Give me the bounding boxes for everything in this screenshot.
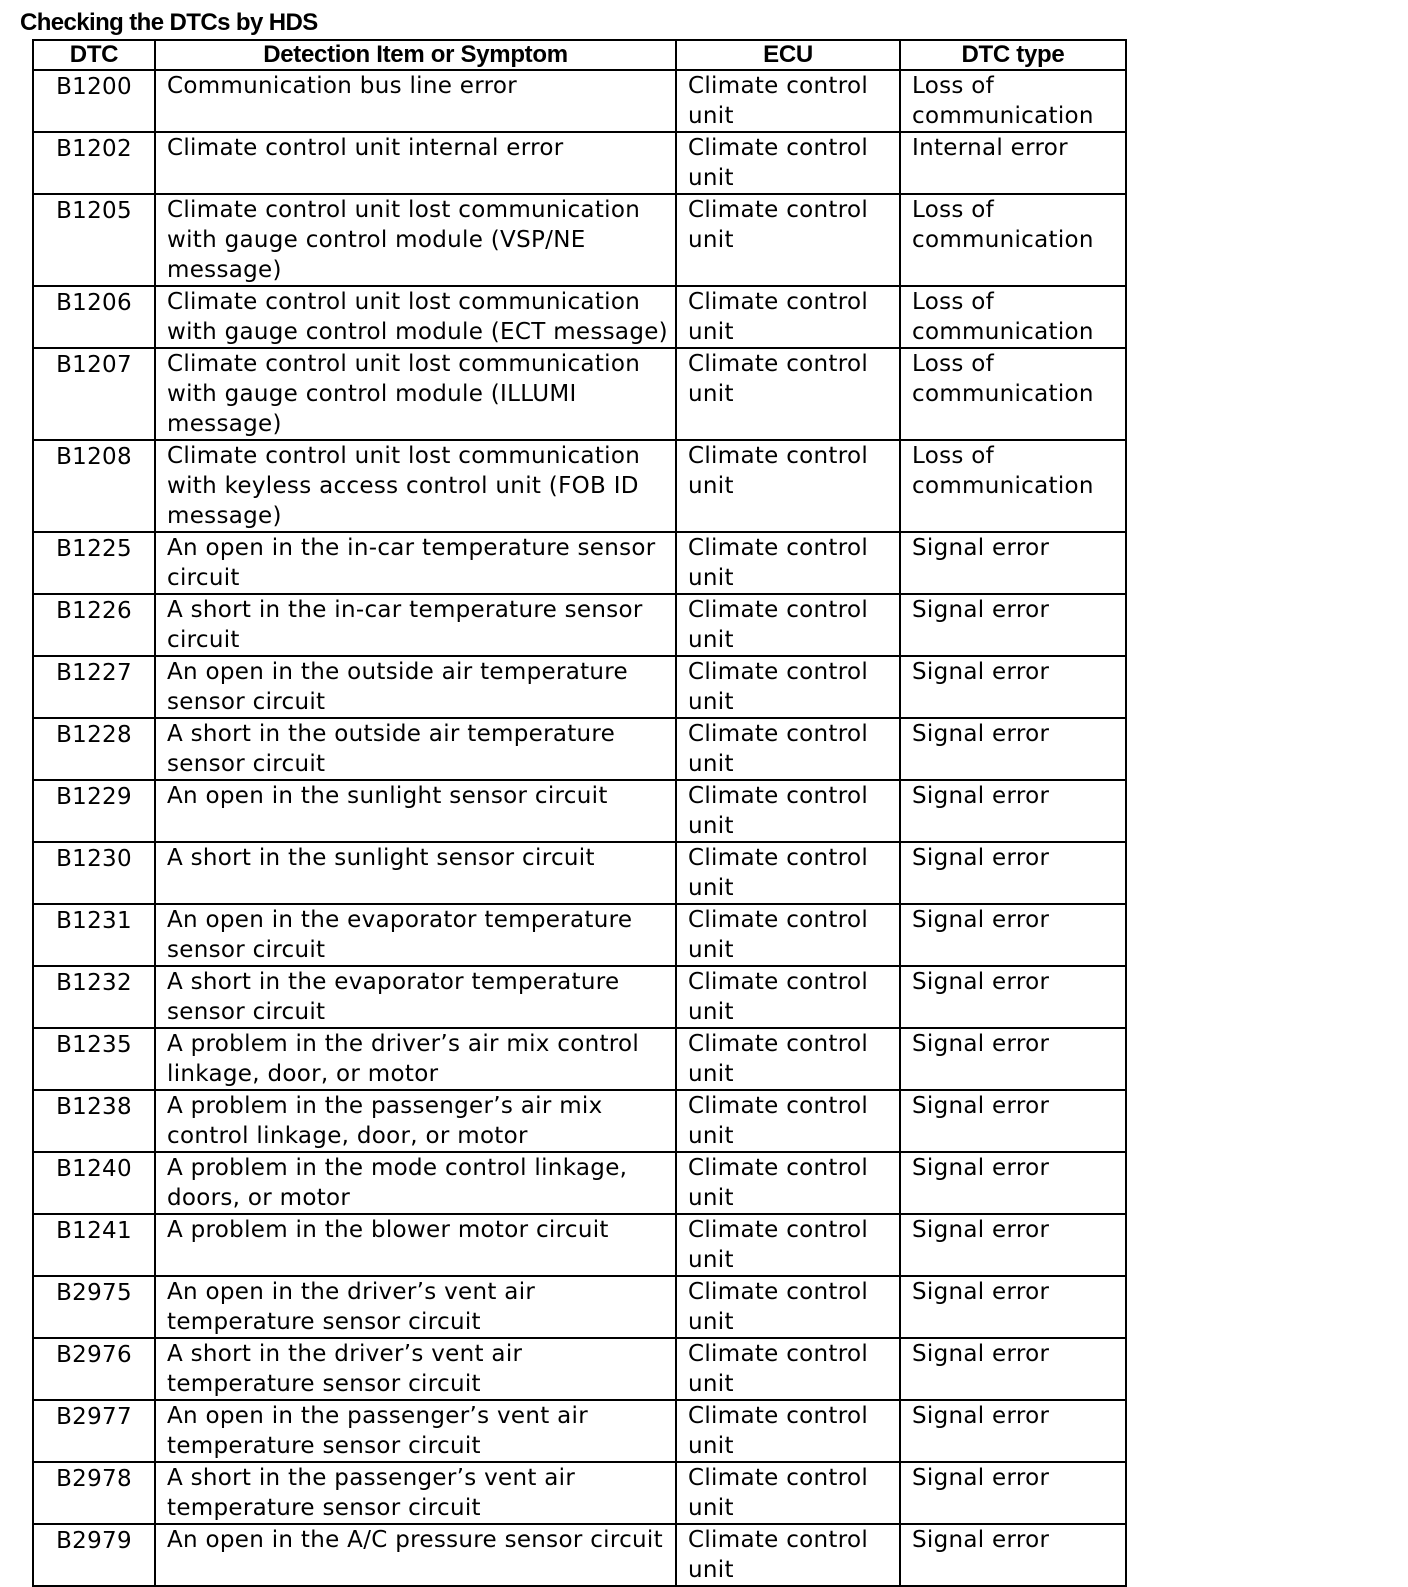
ecu: Climate control unit [676, 1028, 900, 1090]
dtc-code: B1202 [33, 132, 155, 194]
table-row [33, 194, 1126, 286]
dtc-type: Loss of communication [900, 286, 1126, 348]
ecu: Climate control unit [676, 718, 900, 780]
dtc-code: B2977 [33, 1400, 155, 1462]
table-row [33, 1152, 1126, 1214]
ecu: Climate control unit [676, 70, 900, 132]
dtc-type: Signal error [900, 1338, 1126, 1400]
dtc-type: Signal error [900, 1028, 1126, 1090]
dtc-code: B1205 [33, 194, 155, 286]
detection-item: A problem in the passenger’s air mix control linkage, door, or motor [155, 1090, 676, 1152]
dtc-code: B2979 [33, 1524, 155, 1586]
table-row [33, 1214, 1126, 1276]
dtc-code: B1238 [33, 1090, 155, 1152]
table-row [33, 70, 1126, 132]
detection-item: Climate control unit lost communication with gauge control module (ILLUMI message) [155, 348, 676, 440]
table-row [33, 348, 1126, 440]
dtc-code: B2976 [33, 1338, 155, 1400]
table-row [33, 440, 1126, 532]
table-row [33, 1338, 1126, 1400]
detection-item: A short in the driver’s vent air temperature sensor circuit [155, 1338, 676, 1400]
dtc-code: B1227 [33, 656, 155, 718]
dtc-type: Signal error [900, 842, 1126, 904]
dtc-code: B1229 [33, 780, 155, 842]
dtc-code: B1208 [33, 440, 155, 532]
detection-item: A short in the outside air temperature sensor circuit [155, 718, 676, 780]
ecu: Climate control unit [676, 532, 900, 594]
ecu: Climate control unit [676, 1214, 900, 1276]
dtc-type: Signal error [900, 594, 1126, 656]
table-row [33, 594, 1126, 656]
dtc-type: Signal error [900, 966, 1126, 1028]
ecu: Climate control unit [676, 1152, 900, 1214]
column-header-ecu: ECU [676, 40, 900, 70]
dtc-type: Signal error [900, 1524, 1126, 1586]
ecu: Climate control unit [676, 1400, 900, 1462]
table-row [33, 1276, 1126, 1338]
dtc-code: B2975 [33, 1276, 155, 1338]
ecu: Climate control unit [676, 1090, 900, 1152]
ecu: Climate control unit [676, 1338, 900, 1400]
ecu: Climate control unit [676, 286, 900, 348]
ecu: Climate control unit [676, 1524, 900, 1586]
dtc-type: Signal error [900, 532, 1126, 594]
table-row [33, 780, 1126, 842]
dtc-type: Signal error [900, 656, 1126, 718]
detection-item: A problem in the driver’s air mix control linkage, door, or motor [155, 1028, 676, 1090]
ecu: Climate control unit [676, 132, 900, 194]
dtc-code: B1226 [33, 594, 155, 656]
detection-item: Climate control unit internal error [155, 132, 676, 194]
detection-item: A short in the in-car temperature sensor circuit [155, 594, 676, 656]
ecu: Climate control unit [676, 348, 900, 440]
table-row [33, 1524, 1126, 1586]
dtc-type: Signal error [900, 1276, 1126, 1338]
dtc-type: Loss of communication [900, 70, 1126, 132]
detection-item: An open in the outside air temperature sensor circuit [155, 656, 676, 718]
dtc-code: B2978 [33, 1462, 155, 1524]
table-row [33, 1028, 1126, 1090]
table-header-row [33, 40, 1126, 70]
ecu: Climate control unit [676, 1276, 900, 1338]
table-row [33, 532, 1126, 594]
detection-item: Communication bus line error [155, 70, 676, 132]
dtc-code: B1207 [33, 348, 155, 440]
dtc-type: Loss of communication [900, 348, 1126, 440]
dtc-type: Signal error [900, 1152, 1126, 1214]
ecu: Climate control unit [676, 1462, 900, 1524]
ecu: Climate control unit [676, 966, 900, 1028]
detection-item: An open in the in-car temperature sensor circuit [155, 532, 676, 594]
detection-item: An open in the A/C pressure sensor circuit [155, 1524, 676, 1586]
dtc-code: B1240 [33, 1152, 155, 1214]
detection-item: A short in the passenger’s vent air temperature sensor circuit [155, 1462, 676, 1524]
dtc-code: B1235 [33, 1028, 155, 1090]
ecu: Climate control unit [676, 904, 900, 966]
dtc-type: Internal error [900, 132, 1126, 194]
detection-item: A problem in the mode control linkage, doors, or motor [155, 1152, 676, 1214]
column-header-dtc-type: DTC type [900, 40, 1126, 70]
detection-item: Climate control unit lost communication with gauge control module (VSP/NE message) [155, 194, 676, 286]
detection-item: A short in the sunlight sensor circuit [155, 842, 676, 904]
dtc-code: B1228 [33, 718, 155, 780]
dtc-type: Signal error [900, 1400, 1126, 1462]
ecu: Climate control unit [676, 594, 900, 656]
column-header-dtc: DTC [33, 40, 155, 70]
dtc-code: B1206 [33, 286, 155, 348]
detection-item: A problem in the blower motor circuit [155, 1214, 676, 1276]
ecu: Climate control unit [676, 656, 900, 718]
table-row [33, 286, 1126, 348]
dtc-code: B1225 [33, 532, 155, 594]
dtc-code: B1230 [33, 842, 155, 904]
detection-item: Climate control unit lost communication with gauge control module (ECT message) [155, 286, 676, 348]
dtc-type: Signal error [900, 718, 1126, 780]
dtc-type: Signal error [900, 1214, 1126, 1276]
dtc-code: B1232 [33, 966, 155, 1028]
ecu: Climate control unit [676, 780, 900, 842]
dtc-type: Signal error [900, 1090, 1126, 1152]
detection-item: Climate control unit lost communication with keyless access control unit (FOB ID message) [155, 440, 676, 532]
detection-item: A short in the evaporator temperature sensor circuit [155, 966, 676, 1028]
dtc-code: B1231 [33, 904, 155, 966]
detection-item: An open in the passenger’s vent air temperature sensor circuit [155, 1400, 676, 1462]
dtc-type: Signal error [900, 780, 1126, 842]
dtc-table [32, 39, 1127, 1587]
detection-item: An open in the driver’s vent air temperature sensor circuit [155, 1276, 676, 1338]
page-title: Checking the DTCs by HDS [20, 9, 318, 36]
table-row [33, 904, 1126, 966]
column-header-detection-item: Detection Item or Symptom [155, 40, 676, 70]
ecu: Climate control unit [676, 440, 900, 532]
table-row [33, 966, 1126, 1028]
dtc-type: Loss of communication [900, 440, 1126, 532]
ecu: Climate control unit [676, 842, 900, 904]
table-row [33, 132, 1126, 194]
detection-item: An open in the evaporator temperature sensor circuit [155, 904, 676, 966]
table-row [33, 1400, 1126, 1462]
dtc-type: Signal error [900, 1462, 1126, 1524]
detection-item: An open in the sunlight sensor circuit [155, 780, 676, 842]
table-row [33, 1462, 1126, 1524]
dtc-type: Loss of communication [900, 194, 1126, 286]
table-row [33, 1090, 1126, 1152]
table-row [33, 842, 1126, 904]
ecu: Climate control unit [676, 194, 900, 286]
table-row [33, 718, 1126, 780]
table-row [33, 656, 1126, 718]
dtc-code: B1241 [33, 1214, 155, 1276]
dtc-code: B1200 [33, 70, 155, 132]
dtc-type: Signal error [900, 904, 1126, 966]
